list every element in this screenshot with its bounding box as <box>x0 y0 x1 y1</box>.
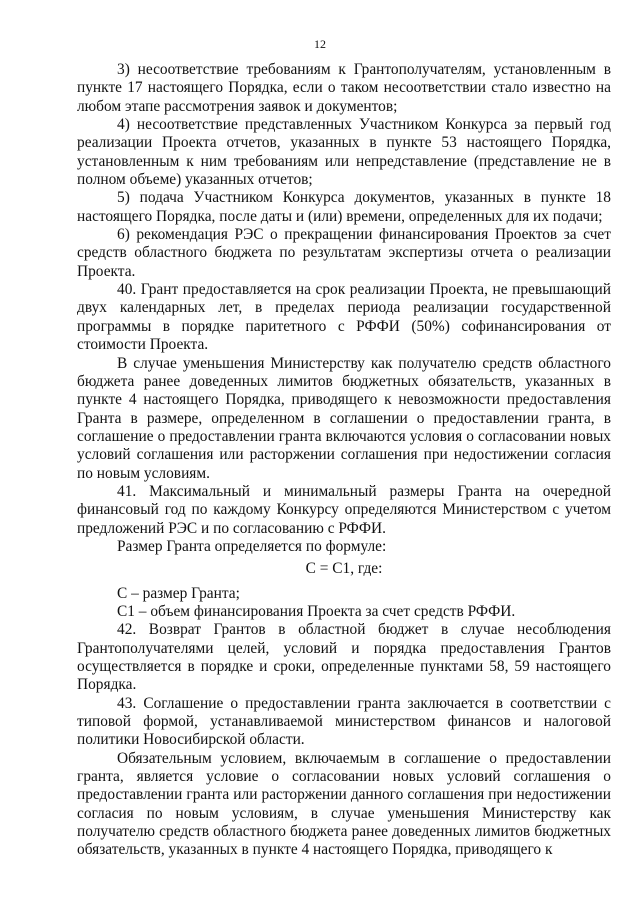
paragraph-point-42: 42. Возврат Грантов в областной бюджет в случае несоблюдения Грантополучателями целей, условий и порядка предоставления Грантов осуществляется в порядке и сроки, определенные пунктами 58, 59 настоящего Порядка. <box>77 621 611 694</box>
paragraph-point-40-continuation: В случае уменьшения Министерству как получателю средств областного бюджета ранее доведенных лимитов бюджетных обязательств, указанных в пункте 4 настоящего Порядка, приводящего к невозможности предоставления Гранта в размере, определенном в соглашении о предоставлении гранта, в соглашение о предоставлении гранта включаются условия о согласовании новых условий соглашения или расторжении соглашения при недостижении согласия по новым условиям. <box>77 354 611 482</box>
grant-formula: C = C1, где: <box>305 560 383 578</box>
page-body <box>77 61 611 860</box>
paragraph-item-4: 4) несоответствие представленных Участником Конкурса за первый год реализации Проекта отчетов, указанных в пункте 53 настоящего Порядка, установленным к ним требованиям или непредставление (представление не в полном объеме) указанных отчетов; <box>77 116 611 189</box>
paragraph-item-3: 3) несоответствие требованиям к Грантополучателям, установленным в пункте 17 настоящего Порядка, если о таком несоответствии стало известно на любом этапе рассмотрения заявок и документов; <box>77 61 611 115</box>
paragraph-item-6: 6) рекомендация РЭС о прекращении финансирования Проектов за счет средств областного бюджета по результатам экспертизы отчета о реализации Проекта. <box>77 226 611 280</box>
paragraph-mandatory-condition: Обязательным условием, включаемым в соглашение о предоставлении гранта, является условие о согласовании новых условий соглашения о предоставлении гранта или расторжении данного соглашения при недостижении согласия по новым условиям, в случае уменьшения Министерству как получателю средств областного бюджета ранее доведенных лимитов бюджетных обязательств, указанных в пункте 4 настоящего Порядка, приводящего к <box>77 749 611 859</box>
paragraph-point-43: 43. Соглашение о предоставлении гранта заключается в соответствии с типовой формой, устанавливаемой министерством финансов и налоговой политики Новосибирской области. <box>77 694 611 749</box>
page-number: 12 <box>314 37 326 51</box>
paragraph-point-41: 41. Максимальный и минимальный размеры Гранта на очередной финансовый год по каждому Конкурсу определяются Министерством с учетом предложений РЭС и по согласованию с РФФИ. <box>77 482 611 537</box>
paragraph-item-5: 5) подача Участником Конкурса документов, указанных в пункте 18 настоящего Порядка, после даты и (или) времени, определенных для их подачи; <box>77 189 611 225</box>
formula-definition-c: C – размер Гранта; <box>117 584 240 602</box>
paragraph-point-40: 40. Грант предоставляется на срок реализации Проекта, не превышающий двух календарных лет, в пределах периода реализации государственной программы в порядке паритетного с РФФИ (50%) софинансирования от стоимости Проекта. <box>77 281 611 354</box>
formula-definition-c1: C1 – объем финансирования Проекта за счет средств РФФИ. <box>117 602 516 620</box>
paragraph-formula-intro: Размер Гранта определяется по формуле: <box>117 537 387 555</box>
